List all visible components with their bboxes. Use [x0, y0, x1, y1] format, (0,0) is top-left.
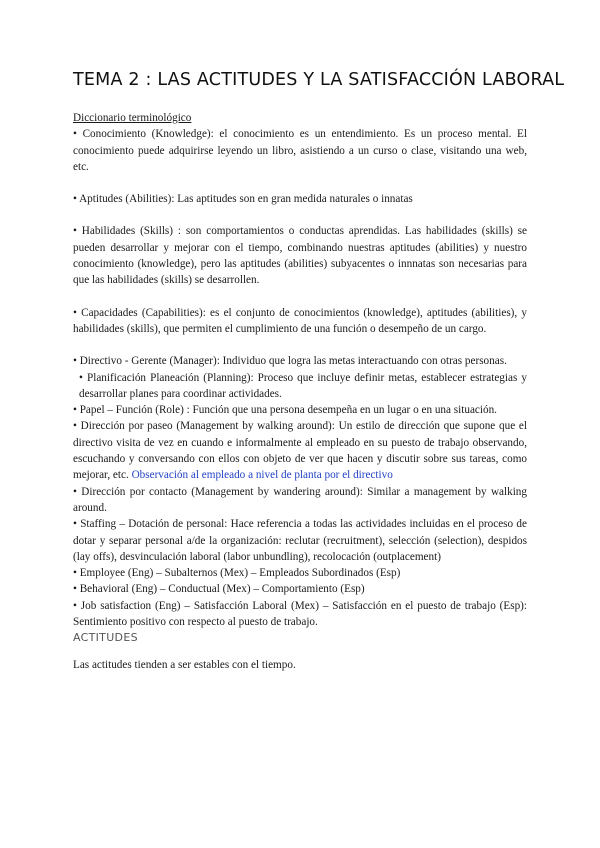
- item-capacidades: • Capacidades (Capabilities): es el conjunto de conocimientos (knowledge), aptitudes (abilities), y habilidades (skills), que permiten el cumplimiento de una función o desempeño de un cargo.: [73, 306, 527, 335]
- closing-paragraph: Las actitudes tienden a ser estables con el tiempo.: [73, 658, 296, 671]
- direccion-paseo-note: Observación al empleado a nivel de planta por el directivo: [131, 469, 393, 482]
- item-job-satisfaction: • Job satisfaction (Eng) – Satisfacción Laboral (Mex) – Satisfacción en el puesto de trabajo (Esp): Sentimiento positivo con respecto al puesto de trabajo.: [73, 599, 527, 629]
- item-behavioral: • Behavioral (Eng) – Conductual (Mex) – Comportamiento (Esp): [73, 583, 365, 596]
- item-aptitudes: • Aptitudes (Abilities): Las aptitudes son en gran medida naturales o innatas: [73, 193, 413, 206]
- item-planificacion: • Planificación Planeación (Planning): Proceso que incluye definir metas, establecer estrategias y desarrollar planes para coordinar actividades.: [79, 371, 527, 400]
- item-conocimiento: • Conocimiento (Knowledge): el conocimiento es un entendimiento. Es un proceso mental. El conocimiento puede adquirirse leyendo un libro, asistiendo a un curso o clase, visitando una web, etc.: [73, 128, 527, 173]
- item-direccion-paseo: [73, 418, 527, 483]
- item-habilidades: • Habilidades (Skills) : son comportamientos o conductas aprendidas. Las habilidades (skills) se pueden desarrollar y mejorar con el tiempo, combinando nuestras aptitudes (abilities) y nuestro conocimiento (knowledge), pero las aptitudes (abilities) subyacentes o innnatas son necesarias para que las habilidades (skills) se desarrollen.: [73, 225, 527, 287]
- page-title: TEMA 2 : LAS ACTITUDES Y LA SATISFACCIÓN LABORAL: [73, 70, 565, 90]
- item-directivo: • Directivo - Gerente (Manager): Individuo que logra las metas interactuando con otras personas.: [73, 355, 507, 368]
- item-papel: • Papel – Función (Role) : Función que una persona desempeña en un lugar o en una situación.: [73, 404, 497, 417]
- document-body: [73, 110, 527, 673]
- item-employee: • Employee (Eng) – Subalternos (Mex) – Empleados Subordinados (Esp): [73, 567, 401, 580]
- dictionary-heading: Diccionario terminológico: [73, 112, 192, 124]
- section-heading-actitudes: ACTITUDES: [73, 631, 138, 645]
- item-staffing: • Staffing – Dotación de personal: Hace referencia a todas las actividades incluidas en el proceso de dotar y separar personal a/de la organización: reclutar (recruitment), selección (selection), despidos (lay offs), desvinculación laboral (labor unbundling), recolocación (outplacement): [73, 518, 527, 563]
- item-direccion-contacto: • Dirección por contacto (Management by wandering around): Similar a management by walking around.: [73, 485, 527, 514]
- item-direccion-paseo-text: • Dirección por paseo (Management by walking around): Un estilo de dirección que supone que el directivo visita de vez en cuando e informalmente al empleado en su puesto de trabajo observando, escuchando y conversando con ellos con objeto de ver que hacen y discutir sobre sus tareas, como mejorar, etc.: [73, 420, 527, 482]
